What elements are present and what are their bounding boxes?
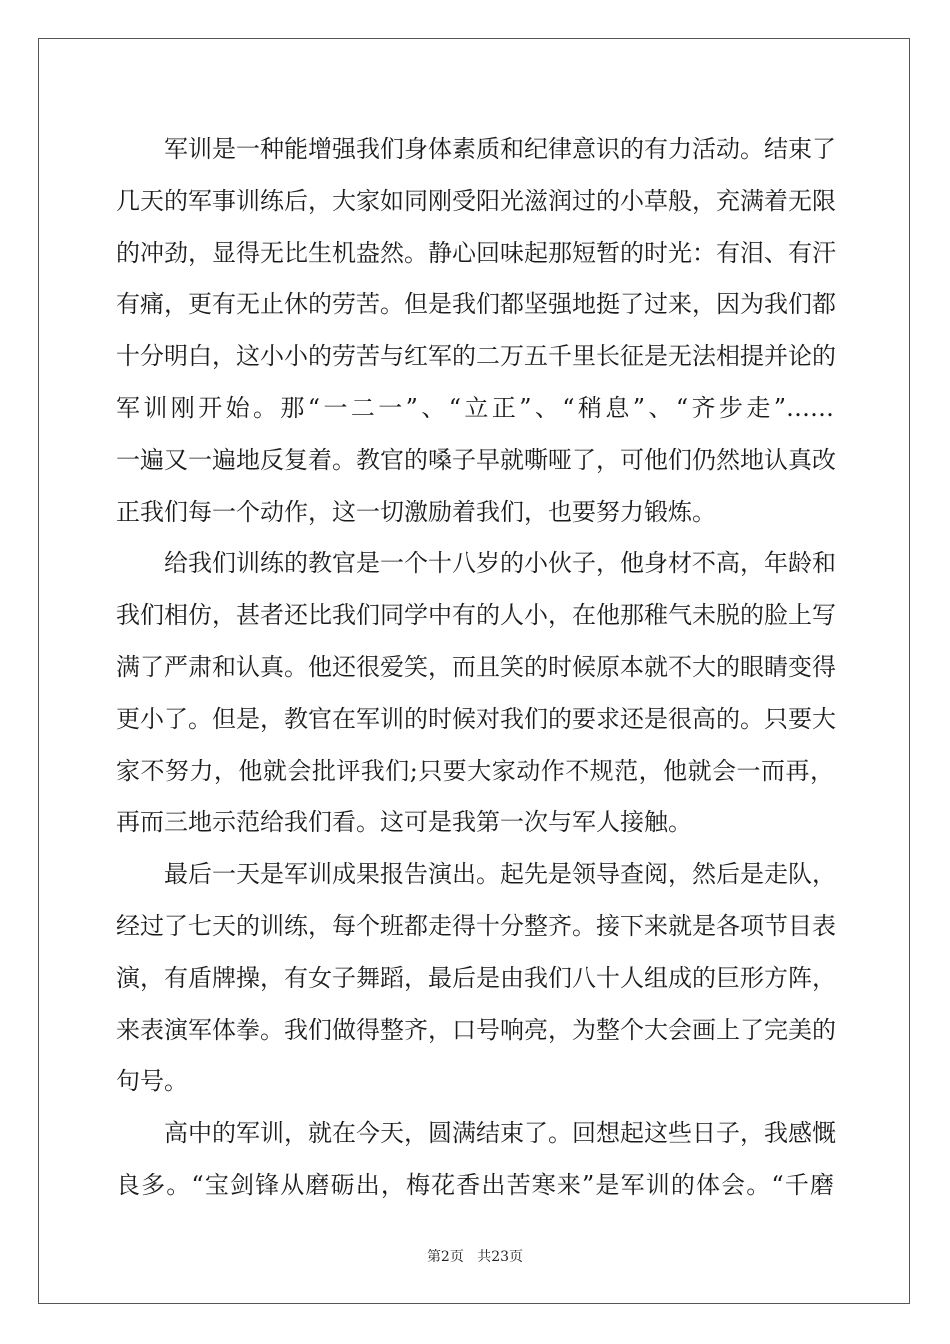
page-total: 共23页 bbox=[477, 1249, 524, 1265]
page-number: 第2页 bbox=[426, 1249, 464, 1265]
paragraph-3-line-3: 演，有盾牌操，有女子舞蹈，最后是由我们八十人组成的巨形方阵， bbox=[116, 963, 836, 992]
paragraph-2-line-5: 家不努力，他就会批评我们;只要大家动作不规范，他就会一而再， bbox=[116, 756, 834, 785]
paragraph-2-line-4: 更小了。但是，教官在军训的时候对我们的要求还是很高的。只要大 bbox=[116, 704, 836, 733]
paragraph-1-line-4: 有痛，更有无止休的劳苦。但是我们都坚强地挺了过来，因为我们都 bbox=[116, 290, 836, 319]
paragraph-1-line-2: 几天的军事训练后，大家如同刚受阳光滋润过的小草般，充满着无限 bbox=[116, 186, 836, 215]
paragraph-3-line-2: 经过了七天的训练，每个班都走得十分整齐。接下来就是各项节目表 bbox=[116, 911, 836, 940]
paragraph-1-line-7: 一遍又一遍地反复着。教官的嗓子早就嘶哑了，可他们仍然地认真改 bbox=[116, 445, 836, 474]
paragraph-3-line-5: 句号。 bbox=[116, 1067, 188, 1096]
paragraph-2-line-6: 再而三地示范给我们看。这可是我第一次与军人接触。 bbox=[116, 808, 692, 837]
paragraph-1-line-5: 十分明白，这小小的劳苦与红军的二万五千里长征是无法相提并论的 bbox=[116, 342, 836, 371]
paragraph-1-line-6: 军训刚开始。那“一二一”、“立正”、“稍息”、“齐步走”…… bbox=[116, 393, 834, 422]
paragraph-1-line-3: 的冲劲，显得无比生机盎然。静心回味起那短暂的时光：有泪、有汗 bbox=[116, 238, 836, 267]
page-footer bbox=[0, 1246, 950, 1266]
paragraph-2-line-3: 满了严肃和认真。他还很爱笑，而且笑的时候原本就不大的眼睛变得 bbox=[116, 652, 836, 681]
paragraph-2-line-2: 我们相仿，甚者还比我们同学中有的人小，在他那稚气未脱的脸上写 bbox=[116, 601, 836, 630]
document-body bbox=[116, 128, 834, 1216]
paragraph-2-line-1: 给我们训练的教官是一个十八岁的小伙子，他身材不高，年龄和 bbox=[164, 549, 836, 578]
paragraph-1-line-8: 正我们每一个动作，这一切激励着我们，也要努力锻炼。 bbox=[116, 497, 716, 526]
paragraph-3-line-4: 来表演军体拳。我们做得整齐，口号响亮，为整个大会画上了完美的 bbox=[116, 1015, 836, 1044]
paragraph-1-line-1: 军训是一种能增强我们身体素质和纪律意识的有力活动。结束了 bbox=[164, 135, 836, 163]
paragraph-3-line-1: 最后一天是军训成果报告演出。起先是领导查阅，然后是走队， bbox=[164, 860, 836, 889]
paragraph-4-line-1: 高中的军训，就在今天，圆满结束了。回想起这些日子，我感慨 bbox=[164, 1119, 836, 1148]
paragraph-4-line-2: 良多。“宝剑锋从磨砺出，梅花香出苦寒来”是军训的体会。“千磨 bbox=[116, 1170, 834, 1199]
